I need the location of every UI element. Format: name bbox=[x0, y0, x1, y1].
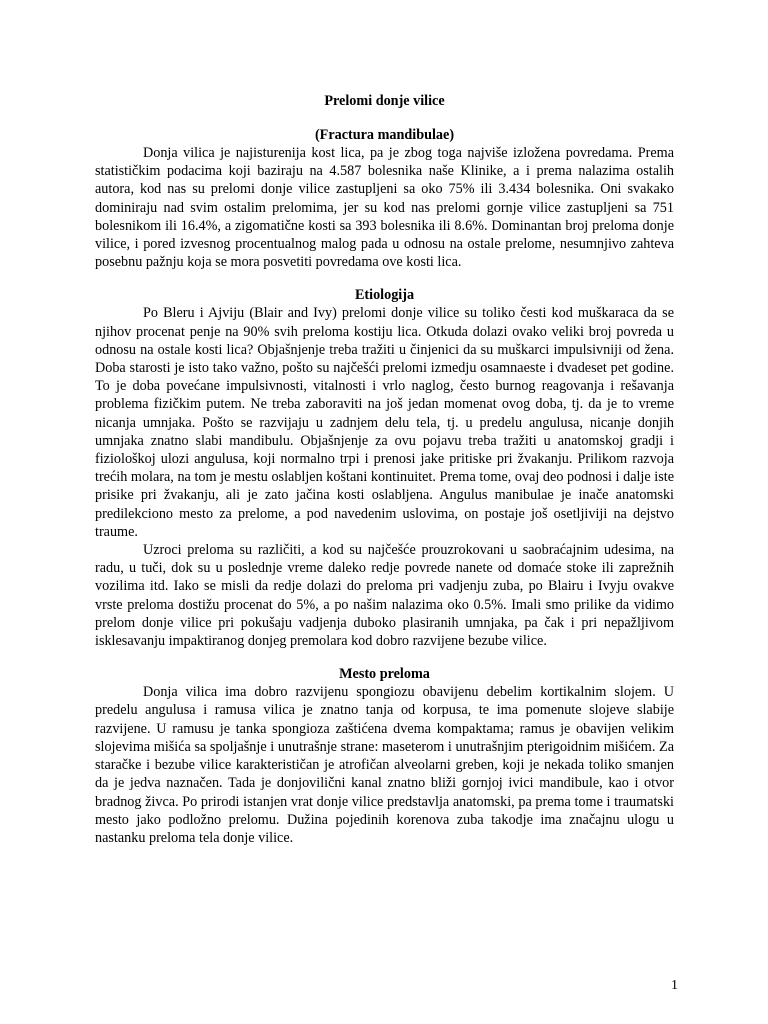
document-title: Prelomi donje vilice bbox=[324, 93, 445, 109]
etiology-paragraph-2: Uzroci preloma su različiti, a kod su najčešće prouzrokovani u saobraćajnim udesima, na radu, u tuči, dok su u poslednje vreme daleko redje povrede nanete od domaće stoke ili zaprežnih vozilima itd. Iako se misli da redje dolazi do preloma pri vadjenju zuba, po Blairu i Ivyju ovakve vrste preloma dostižu procenat do 5%, a po našim nalazima oko 0.5%. Imali smo prilike da vidimo prelom donje vilice pri pokušaju vadjenja duboko plasiranih umnjaka, pa čak i pri nepažljivom isklesavanju impaktiranog donjeg premolara kod dobro razvijene bezube vilice. bbox=[95, 542, 674, 650]
location-paragraph: Donja vilica ima dobro razvijenu spongiozu obavijenu debelim kortikalnim slojem. U predelu angulusa i ramusa vilica je znatno tanja od korpusa, te ima pomenute slojeve slabije razvijene. U ramusu je tanka spongioza zaštićena dvema kompaktama; ramus je obavijen velikim slojevima mišića sa spoljašnje i unutrašnje strane: maseterom i unutrašnjim pterigoidnim mišićem. Za staračke i bezube vilice karakterističan je atrofičan alveolarni greben, koji je nekada toliko smanjen da je jedva naznačen. Tada je donjovilični kanal znatno bliži gornjoj ivici mandibule, kao i otvor bradnog živca. Po prirodi istanjen vrat donje vilice predstavlja anatomski, pa prema tome i traumatski mesto jako podložno prelomu. Dužina pojedinih korenova zuba takodje ima značajnu ulogu u nastanku preloma tela donje vilice. bbox=[95, 684, 674, 846]
etiology-paragraph-1: Po Bleru i Ajviju (Blair and Ivy) prelomi donje vilice su toliko česti kod muškaraca da se njihov procenat penje na 90% svih preloma kostiju lica. Otkuda dolazi ovako veliki broj povreda u odnosu na ostale kosti lica? Objašnjenje treba tražiti u činjenici da su muškarci impulsivniji od žena. Doba starosti je isto tako važno, pošto su najčešći prelomi izmedju osamnaeste i dvadeset pet godine. To je doba povećane impulsivnosti, vitalnosti i vrlo naglog, često burnog reagovanja i rešavanja problema fizičkim putem. Ne treba zaboraviti na još jedan momenat ovog doba, tj. da je to vreme nicanja umnjaka. Pošto se razvijaju u zadnjem delu tela, tj. u predelu angulusa, nicanje donjih umnjaka znatno slabi mandibulu. Objašnjenje za ovu pojavu treba tražiti u anatomskoj gradji i fiziološkoj ulozi angulusa, koji normalno trpi i prenosi jake pritiske pri žvakanju. Prilikom razvoja trećih molara, na tom je mestu oslabljen koštani kontinuitet. Prema tome, ovaj deo podnosi i dalje iste prisike pri žvakanju, ali je zato jačina kosti oslabljena. Angulus manibulae je inače anatomski predilekciono mesto za prelome, a pod navedenim uslovima, on postaje još osetljiviji na dejstvo traume. bbox=[95, 305, 674, 540]
page-number: 1 bbox=[671, 978, 678, 993]
section-heading-location: Mesto preloma bbox=[339, 666, 430, 683]
section-heading-etiology: Etiologija bbox=[354, 287, 415, 304]
intro-paragraph: Donja vilica je najisturenija kost lica, pa je zbog toga najviše izložena povredama. Prema statističkim podacima koji baziraju na 4.587 bolesnika naše Klinike, a i prema nalazima ostalih autora, kod nas su prelomi donje vilice zastupljeni sa oko 75% ili 3.434 bolesnika. Oni svakako dominiraju nad svim ostalim prelomima, jer su kod nas prelomi gornje vilice zastupljeni sa 751 bolesnikom ili 16.4%, a zigomatične kosti sa 393 bolesnika ili 8.6%. Dominantan broj preloma donje vilice, i pored izvesnog procentualnog malog pada u odnosu na ostale prelome, nesumnjivo zahteva posebnu pažnju koja se mora posvetiti povredama ove kosti lica. bbox=[95, 145, 674, 271]
document-subtitle: (Fractura mandibulae) bbox=[314, 127, 455, 143]
